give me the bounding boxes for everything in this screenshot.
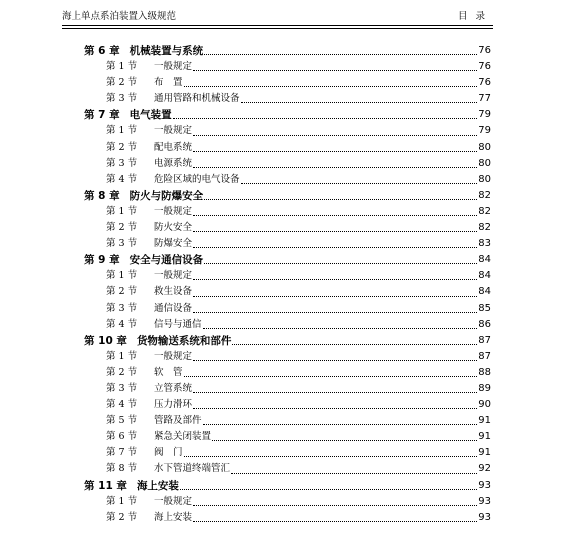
toc-entry-title: 立管系统 [154,382,193,394]
toc-page-number: 80 [478,173,491,185]
dot-leader [193,135,477,136]
toc-entry-title: 救生设备 [154,286,193,298]
toc-entry-title: 配电系统 [154,141,193,153]
toc-page-number: 85 [478,302,491,314]
toc-page-number: 91 [478,415,491,427]
toc-entry-number: 第 2 节 [106,511,138,523]
toc-section-entry[interactable] [84,156,491,172]
dot-leader [203,424,478,425]
dot-leader [193,505,477,506]
toc-entry-title: 电源系统 [154,157,193,169]
toc-entry-number: 第 1 节 [106,495,138,507]
toc-section-entry[interactable] [84,381,491,397]
toc-entry-title: 海上安装 [154,511,193,523]
toc-page-number: 90 [478,399,491,411]
toc-chapter-entry[interactable] [84,43,491,59]
toc-section-entry[interactable] [84,123,491,139]
toc-entry-title: 一般规定 [154,125,193,137]
toc-section-entry[interactable] [84,317,491,333]
dot-leader [212,440,477,441]
toc-entry-title: 危险区域的电气设备 [154,173,240,185]
table-of-contents [84,43,491,526]
toc-page-number: 80 [478,141,491,153]
dot-leader [204,263,477,264]
toc-entry-number: 第 3 节 [106,302,138,314]
toc-entry-number: 第 10 章 [84,334,127,347]
toc-page-number: 80 [478,157,491,169]
dot-leader [241,102,478,103]
toc-entry-title: 海上安装 [136,479,179,492]
toc-entry-number: 第 2 节 [106,77,138,89]
toc-page-number: 79 [478,109,491,121]
toc-entry-title: 电气装置 [129,109,172,122]
dot-leader [193,279,477,280]
toc-entry-title: 一般规定 [154,205,193,217]
toc-entry-number: 第 4 节 [106,399,138,411]
toc-page-number: 93 [478,495,491,507]
toc-page-number: 82 [478,222,491,234]
toc-chapter-entry[interactable] [84,252,491,268]
dot-leader [232,344,477,345]
toc-page-number: 82 [478,205,491,217]
toc-page-number: 92 [478,463,491,475]
toc-page-number: 83 [478,238,491,250]
toc-chapter-entry[interactable] [84,333,491,349]
toc-page-number: 87 [478,334,491,346]
toc-entry-number: 第 3 节 [106,382,138,394]
dot-leader [193,231,477,232]
toc-page-number: 82 [478,189,491,201]
toc-page-number: 84 [478,254,491,266]
toc-page-number: 93 [478,479,491,491]
dot-leader [193,408,477,409]
dot-leader [204,199,477,200]
toc-entry-number: 第 8 节 [106,463,138,475]
toc-chapter-entry[interactable] [84,188,491,204]
toc-page-number: 86 [478,318,491,330]
toc-entry-title: 紧急关闭装置 [154,431,212,443]
dot-leader [193,151,477,152]
dot-leader [231,473,477,474]
toc-section-entry[interactable] [84,445,491,461]
toc-page-number: 89 [478,382,491,394]
toc-entry-title: 货物输送系统和部件 [136,334,232,347]
toc-entry-number: 第 5 节 [106,415,138,427]
dot-leader [193,70,477,71]
dot-leader [180,489,477,490]
toc-entry-number: 第 2 节 [106,222,138,234]
toc-entry-number: 第 9 章 [84,254,120,267]
header-rule-thick [62,25,493,26]
toc-entry-title: 软 管 [154,366,183,378]
dot-leader [193,360,477,361]
toc-entry-title: 防火安全 [154,222,193,234]
dot-leader [204,54,477,55]
toc-section-entry[interactable] [84,236,491,252]
dot-leader [184,376,478,377]
header-rule-thin [62,28,493,29]
toc-entry-title: 压力滑环 [154,399,193,411]
dot-leader [184,86,478,87]
toc-page-number: 91 [478,431,491,443]
dot-leader [193,215,477,216]
toc-entry-number: 第 3 节 [106,93,138,105]
toc-chapter-entry[interactable] [84,478,491,494]
toc-entry-number: 第 3 节 [106,157,138,169]
header-title: 海上单点系泊装置入级规范 [62,11,177,22]
toc-entry-number: 第 4 节 [106,173,138,185]
toc-entry-title: 一般规定 [154,61,193,73]
toc-entry-number: 第 7 节 [106,447,138,459]
toc-section-entry[interactable] [84,268,491,284]
toc-entry-number: 第 6 节 [106,431,138,443]
dot-leader [193,167,477,168]
toc-section-entry[interactable] [84,140,491,156]
toc-chapter-entry[interactable] [84,107,491,123]
toc-entry-number: 第 1 节 [106,125,138,137]
toc-entry-number: 第 8 章 [84,189,120,202]
toc-page-number: 79 [478,125,491,137]
toc-section-entry[interactable] [84,349,491,365]
dot-leader [203,328,478,329]
toc-section-entry[interactable] [84,284,491,300]
toc-entry-number: 第 3 节 [106,238,138,250]
toc-section-entry[interactable] [84,413,491,429]
dot-leader [241,183,478,184]
toc-entry-number: 第 1 节 [106,350,138,362]
toc-entry-number: 第 1 节 [106,61,138,73]
toc-section-entry[interactable] [84,397,491,413]
toc-entry-number: 第 7 章 [84,109,120,122]
toc-entry-title: 信号与通信 [154,318,202,330]
toc-entry-title: 布 置 [154,77,183,89]
toc-section-entry[interactable] [84,91,491,107]
toc-page-number: 93 [478,511,491,523]
toc-entry-title: 防火与防爆安全 [129,189,204,202]
toc-entry-number: 第 11 章 [84,479,127,492]
dot-leader [193,392,477,393]
running-header [62,10,493,24]
header-section: 目录 [457,11,493,22]
toc-page-number: 77 [478,93,491,105]
toc-entry-title: 管路及部件 [154,415,202,427]
toc-page-number: 76 [478,45,491,56]
toc-entry-number: 第 6 章 [84,45,120,57]
toc-entry-title: 防爆安全 [154,238,193,250]
toc-entry-title: 阀 门 [154,447,183,459]
toc-entry-number: 第 4 节 [106,318,138,330]
toc-entry-title: 通用管路和机械设备 [154,93,240,105]
toc-page-number: 76 [478,61,491,73]
toc-section-entry[interactable] [84,365,491,381]
toc-section-entry[interactable] [84,172,491,188]
toc-section-entry[interactable] [84,510,491,526]
toc-section-entry[interactable] [84,59,491,75]
toc-entry-title: 一般规定 [154,495,193,507]
toc-entry-title: 机械装置与系统 [129,45,204,57]
toc-entry-title: 一般规定 [154,350,193,362]
toc-entry-title: 通信设备 [154,302,193,314]
dot-leader [173,118,478,119]
toc-page-number: 87 [478,350,491,362]
toc-entry-title: 水下管道终端管汇 [154,463,231,475]
toc-section-entry[interactable] [84,461,491,477]
toc-entry-number: 第 2 节 [106,141,138,153]
toc-page-number: 91 [478,447,491,459]
toc-page-number: 76 [478,77,491,89]
toc-entry-number: 第 2 节 [106,366,138,378]
dot-leader [193,521,477,522]
dot-leader [193,312,477,313]
toc-entry-title: 一般规定 [154,270,193,282]
toc-entry-number: 第 1 节 [106,205,138,217]
toc-section-entry[interactable] [84,204,491,220]
toc-entry-number: 第 2 节 [106,286,138,298]
toc-section-entry[interactable] [84,494,491,510]
toc-section-entry[interactable] [84,301,491,317]
toc-section-entry[interactable] [84,75,491,91]
toc-page-number: 84 [478,270,491,282]
toc-section-entry[interactable] [84,429,491,445]
toc-section-entry[interactable] [84,220,491,236]
toc-entry-title: 安全与通信设备 [129,254,204,267]
toc-entry-number: 第 1 节 [106,270,138,282]
dot-leader [193,296,477,297]
toc-page-number: 84 [478,286,491,298]
toc-page-number: 88 [478,366,491,378]
dot-leader [193,247,477,248]
dot-leader [184,456,478,457]
